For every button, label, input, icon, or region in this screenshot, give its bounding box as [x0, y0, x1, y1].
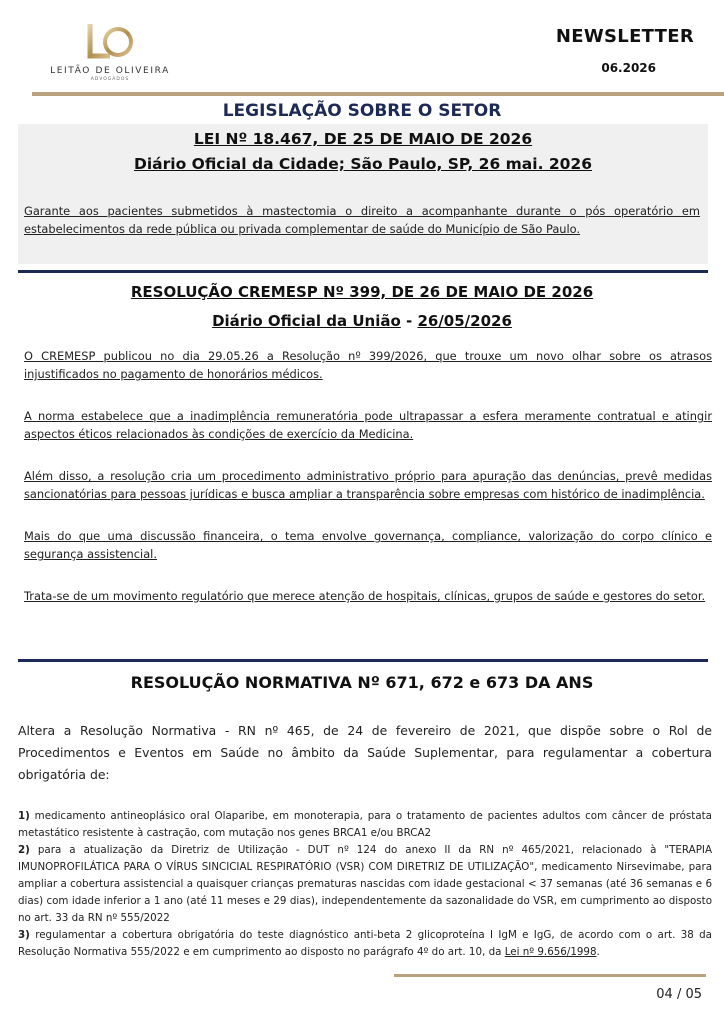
paragraph: O CREMESP publicou no dia 29.05.26 a Resolução nº 399/2026, que trouxe um novo olhar sobre os atrasos injustificados no pagamento de honorários médicos. [24, 349, 712, 381]
law-title: LEI Nº 18.467, DE 25 DE MAIO DE 2026 [193, 130, 533, 148]
section-divider [18, 659, 708, 662]
item-text: para a atualização da Diretriz de Utilização - DUT nº 124 do anexo II da RN nº 465/2021, relacionado à "TERAPIA IMUNOPROFILÁTICA PARA O VÍRUS SINCICIAL RESPIRATÓRIO (VSR) COM DIRETRIZ DE UTILIZAÇÃO", medicamento Nirsevimabe, para ampliar a cobertura assistencial a quaisquer crianças prematuras nascidas com idade gestacional < 37 semanas (até 36 semanas e 6 dias) com idade inferior a 1 ano (até 11 meses e 29 dias), independentemente da sazonalidade do VSR, em cumprimento ao disposto no art. 33 da RN nº 555/2022 [18, 844, 712, 924]
newsletter-issue: 06.2026 [601, 61, 656, 75]
resolution-source [0, 312, 724, 330]
logo-monogram-icon [80, 20, 140, 64]
law-source: Diário Oficial da Cidade; São Paulo, SP, 26 mai. 2026 [134, 155, 592, 173]
normative-resolution-title: RESOLUÇÃO NORMATIVA Nº 671, 672 e 673 DA ANS [130, 673, 594, 692]
law-description: Garante aos pacientes submetidos à mastectomia o direito a acompanhante durante o pós operatório em estabelecimentos da rede pública ou privada complementar de saúde do Município de São Paulo. [24, 204, 700, 236]
paragraph: Além disso, a resolução cria um procedimento administrativo próprio para apuração das denúncias, prevê medidas sancionatórias para pessoas jurídicas e busca ampliar a transparência sobre empresas com histórico de inadimplência. [24, 469, 712, 501]
list-item [18, 927, 712, 961]
newsletter-title: NEWSLETTER [555, 26, 694, 47]
resolution-source-date: 26/05/2026 [417, 312, 512, 330]
item-number: 1) [18, 810, 30, 822]
resolution-source-name: Diário Oficial da União [212, 312, 401, 330]
normative-resolution-intro: Altera a Resolução Normativa - RN nº 465, de 24 de fevereiro de 2021, que dispõe sobre o Rol de Procedimentos e Eventos em Saúde no âmbito da Saúde Suplementar, para regulamentar a cobertura obrigatória de: [18, 723, 712, 782]
header-divider [32, 92, 724, 96]
resolution-title: RESOLUÇÃO CREMESP Nº 399, DE 26 DE MAIO DE 2026 [130, 283, 594, 301]
resolution-source-separator: - [400, 312, 418, 330]
paragraph: Trata-se de um movimento regulatório que merece atenção de hospitais, clínicas, grupos de saúde e gestores do setor. [24, 589, 706, 603]
item-number: 3) [18, 929, 30, 941]
item-end: . [596, 946, 600, 958]
logo-name: LEITÃO DE OLIVEIRA [50, 66, 170, 76]
law-box [18, 124, 708, 264]
firm-logo [30, 20, 190, 92]
paragraph: A norma estabelece que a inadimplência remuneratória pode ultrapassar a esfera meramente contratual e atingir aspectos éticos relacionados às condições de exercício da Medicina. [24, 409, 712, 441]
list-item [18, 808, 712, 842]
item-text: medicamento antineoplásico oral Olaparibe, em monoterapia, para o tratamento de pacientes adultos com câncer de próstata metastático resistente à castração, com mutação nos genes BRCA1 e/ou BRCA2 [18, 810, 712, 839]
resolution-paragraphs [24, 347, 712, 629]
item-text: regulamentar a cobertura obrigatória do teste diagnóstico anti-beta 2 glicoproteína I IgM e IgG, de acordo com o art. 38 da Resolução Normativa 555/2022 e em cumprimento ao disposto no parágrafo 4º do art. 10, da [18, 929, 712, 958]
law-link[interactable]: Lei nº 9.656/1998 [504, 946, 597, 958]
list-item [18, 842, 712, 927]
item-number: 2) [18, 844, 30, 856]
paragraph: Mais do que uma discussão financeira, o tema envolve governança, compliance, valorização do corpo clínico e segurança assistencial. [24, 529, 712, 561]
logo-subtitle: ADVOGADOS [90, 77, 130, 82]
footer-divider [394, 974, 706, 977]
page-header [0, 0, 724, 96]
page-number: 04 / 05 [656, 987, 702, 1002]
section-divider [18, 270, 708, 273]
section-title-legislation: LEGISLAÇÃO SOBRE O SETOR [222, 101, 502, 121]
coverage-items [18, 808, 712, 961]
